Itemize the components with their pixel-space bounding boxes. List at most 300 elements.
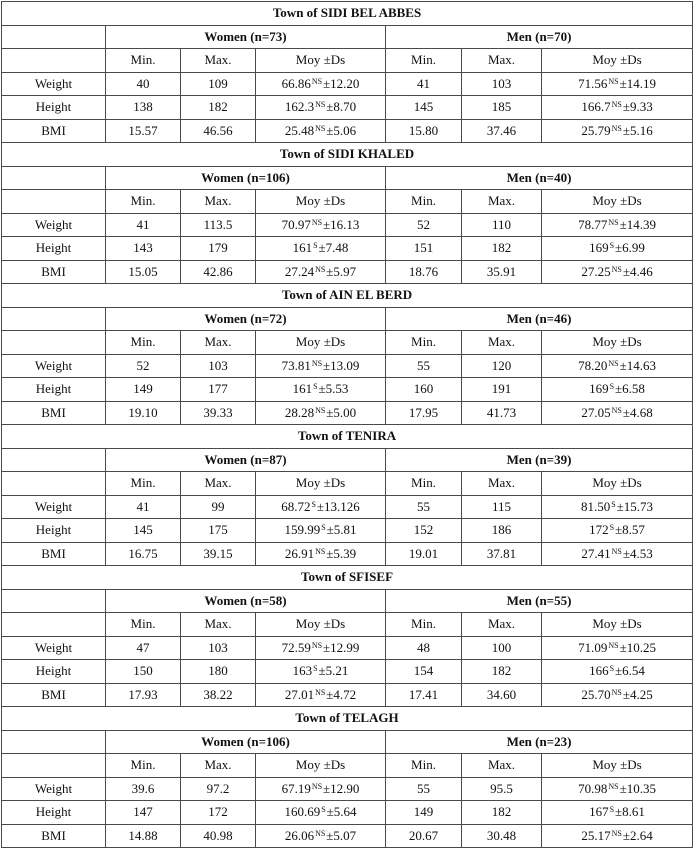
moy-header: Moy ±Ds	[542, 754, 693, 778]
empty-cell	[2, 730, 106, 754]
row-label: Weight	[2, 636, 106, 660]
women-max-cell: 113.5	[181, 213, 256, 237]
significance-marker: S	[313, 382, 318, 392]
men-max-cell: 30.48	[462, 824, 542, 848]
women-moy-cell	[256, 683, 386, 707]
women-min-cell: 52	[106, 354, 181, 378]
mean-value: 27.24	[284, 263, 315, 279]
mean-value: 71.56	[578, 75, 608, 91]
women-moy-cell	[256, 495, 386, 519]
women-max-cell: 39.15	[181, 542, 256, 566]
moy-header: Moy ±Ds	[256, 49, 386, 73]
moy-header: Moy ±Ds	[542, 472, 693, 496]
women-moy-cell	[256, 777, 386, 801]
men-moy-cell	[542, 401, 693, 425]
row-label: Weight	[2, 213, 106, 237]
men-min-cell: 18.76	[386, 260, 462, 284]
moy-header: Moy ±Ds	[542, 613, 693, 637]
mean-value: 27.01	[284, 686, 315, 702]
max-header: Max.	[462, 754, 542, 778]
min-header: Min.	[106, 613, 181, 637]
empty-cell	[2, 190, 106, 214]
min-header: Min.	[386, 613, 462, 637]
significance-marker: NS	[608, 217, 619, 227]
women-min-cell: 149	[106, 378, 181, 402]
group-header-row	[2, 307, 693, 331]
significance-marker: S	[321, 805, 326, 815]
row-label: Height	[2, 519, 106, 543]
women-moy-cell	[256, 519, 386, 543]
significance-marker: NS	[311, 781, 323, 791]
sd-value: ±7.48	[318, 240, 349, 256]
men-group-header: Men (n=40)	[386, 166, 693, 190]
sd-value: ±13.126	[316, 498, 360, 514]
max-header: Max.	[181, 331, 256, 355]
women-min-cell: 17.93	[106, 683, 181, 707]
sd-value: ±6.99	[615, 240, 645, 256]
moy-header: Moy ±Ds	[542, 190, 693, 214]
women-moy-cell	[256, 96, 386, 120]
sd-value: ±5.00	[326, 404, 357, 420]
significance-marker: NS	[611, 687, 622, 697]
significance-marker: NS	[315, 100, 326, 110]
column-header-row	[2, 472, 693, 496]
town-title: Town of SIDI BEL ABBES	[2, 2, 693, 26]
significance-marker: S	[313, 241, 318, 251]
sd-value: ±4.46	[622, 263, 653, 279]
women-group-header: Women (n=87)	[106, 448, 386, 472]
sd-value: ±5.64	[326, 804, 357, 820]
men-max-cell: 191	[462, 378, 542, 402]
significance-marker: NS	[315, 828, 326, 838]
significance-marker: NS	[315, 264, 326, 274]
table-row	[2, 378, 693, 402]
mean-value: 172	[589, 522, 609, 538]
max-header: Max.	[462, 472, 542, 496]
men-min-cell: 149	[386, 801, 462, 825]
town-title: Town of TENIRA	[2, 425, 693, 449]
mean-value: 167	[589, 804, 609, 820]
significance-marker: S	[609, 382, 615, 392]
sd-value: ±12.20	[323, 75, 360, 91]
group-header-row	[2, 730, 693, 754]
min-header: Min.	[386, 331, 462, 355]
men-min-cell: 19.01	[386, 542, 462, 566]
moy-header: Moy ±Ds	[256, 613, 386, 637]
moy-header: Moy ±Ds	[256, 190, 386, 214]
women-min-cell: 41	[106, 213, 181, 237]
row-label: Height	[2, 96, 106, 120]
men-max-cell: 120	[462, 354, 542, 378]
significance-marker: S	[311, 499, 316, 509]
sd-value: ±5.06	[326, 122, 357, 138]
women-moy-cell	[256, 260, 386, 284]
moy-header: Moy ±Ds	[542, 49, 693, 73]
significance-marker: NS	[608, 781, 619, 791]
max-header: Max.	[462, 613, 542, 637]
men-min-cell: 145	[386, 96, 462, 120]
men-min-cell: 55	[386, 354, 462, 378]
men-min-cell: 55	[386, 777, 462, 801]
row-label: BMI	[2, 119, 106, 143]
sd-value: ±9.33	[622, 99, 653, 115]
mean-value: 26.06	[284, 827, 315, 843]
row-label: BMI	[2, 683, 106, 707]
mean-value: 78.20	[578, 357, 608, 373]
sd-value: ±2.64	[622, 827, 653, 843]
town-title-row	[2, 143, 693, 167]
anthropometric-table	[1, 1, 693, 848]
women-moy-cell	[256, 378, 386, 402]
significance-marker: NS	[611, 123, 622, 133]
women-moy-cell	[256, 213, 386, 237]
women-max-cell: 179	[181, 237, 256, 261]
max-header: Max.	[181, 472, 256, 496]
men-max-cell: 185	[462, 96, 542, 120]
mean-value: 169	[589, 240, 609, 256]
men-moy-cell	[542, 636, 693, 660]
significance-marker: S	[321, 523, 326, 533]
women-group-header: Women (n=106)	[106, 166, 386, 190]
men-max-cell: 115	[462, 495, 542, 519]
mean-value: 162.3	[284, 99, 315, 115]
row-label: Height	[2, 660, 106, 684]
sd-value: ±8.70	[326, 99, 357, 115]
sd-value: ±5.16	[622, 122, 653, 138]
men-max-cell: 37.81	[462, 542, 542, 566]
men-min-cell: 160	[386, 378, 462, 402]
men-moy-cell	[542, 260, 693, 284]
significance-marker: NS	[608, 640, 619, 650]
women-min-cell: 15.05	[106, 260, 181, 284]
mean-value: 78.77	[578, 216, 608, 232]
sd-value: ±16.13	[323, 216, 360, 232]
women-min-cell: 41	[106, 495, 181, 519]
sd-value: ±15.73	[616, 498, 654, 514]
men-min-cell: 154	[386, 660, 462, 684]
mean-value: 161	[292, 381, 313, 397]
mean-value: 71.09	[578, 639, 608, 655]
men-max-cell: 34.60	[462, 683, 542, 707]
mean-value: 163	[292, 663, 313, 679]
table-row	[2, 213, 693, 237]
sd-value: ±12.99	[323, 639, 360, 655]
mean-value: 166.7	[581, 99, 611, 115]
women-group-header: Women (n=106)	[106, 730, 386, 754]
significance-marker: NS	[315, 123, 326, 133]
significance-marker: S	[609, 523, 615, 533]
men-group-header: Men (n=46)	[386, 307, 693, 331]
men-min-cell: 17.95	[386, 401, 462, 425]
significance-marker: S	[313, 664, 318, 674]
men-min-cell: 17.41	[386, 683, 462, 707]
women-min-cell: 16.75	[106, 542, 181, 566]
sd-value: ±5.53	[318, 381, 349, 397]
men-min-cell: 48	[386, 636, 462, 660]
mean-value: 161	[292, 240, 313, 256]
women-moy-cell	[256, 636, 386, 660]
sd-value: ±8.61	[615, 804, 645, 820]
town-title-row	[2, 425, 693, 449]
mean-value: 72.59	[281, 639, 311, 655]
women-min-cell: 145	[106, 519, 181, 543]
min-header: Min.	[386, 472, 462, 496]
men-group-header: Men (n=55)	[386, 589, 693, 613]
town-title: Town of TELAGH	[2, 707, 693, 731]
table-row	[2, 660, 693, 684]
men-moy-cell	[542, 777, 693, 801]
column-header-row	[2, 754, 693, 778]
town-title-row	[2, 707, 693, 731]
significance-marker: NS	[315, 405, 326, 415]
max-header: Max.	[462, 190, 542, 214]
table-row	[2, 519, 693, 543]
min-header: Min.	[106, 190, 181, 214]
max-header: Max.	[462, 331, 542, 355]
men-moy-cell	[542, 519, 693, 543]
empty-cell	[2, 331, 106, 355]
men-moy-cell	[542, 660, 693, 684]
empty-cell	[2, 307, 106, 331]
sd-value: ±4.68	[622, 404, 653, 420]
empty-cell	[2, 25, 106, 49]
women-min-cell: 39.6	[106, 777, 181, 801]
table-row	[2, 260, 693, 284]
mean-value: 25.48	[284, 122, 315, 138]
men-moy-cell	[542, 213, 693, 237]
column-header-row	[2, 190, 693, 214]
men-moy-cell	[542, 72, 693, 96]
women-min-cell: 150	[106, 660, 181, 684]
mean-value: 81.50	[580, 498, 611, 514]
row-label: Weight	[2, 777, 106, 801]
mean-value: 159.99	[284, 522, 321, 538]
sd-value: ±6.58	[615, 381, 645, 397]
sd-value: ±5.07	[326, 827, 357, 843]
women-max-cell: 103	[181, 636, 256, 660]
women-moy-cell	[256, 72, 386, 96]
significance-marker: NS	[315, 687, 326, 697]
table-row	[2, 96, 693, 120]
moy-header: Moy ±Ds	[542, 331, 693, 355]
men-min-cell: 55	[386, 495, 462, 519]
max-header: Max.	[181, 190, 256, 214]
significance-marker: NS	[315, 546, 326, 556]
men-moy-cell	[542, 801, 693, 825]
men-moy-cell	[542, 378, 693, 402]
town-title: Town of SFISEF	[2, 566, 693, 590]
women-moy-cell	[256, 660, 386, 684]
sd-value: ±6.54	[615, 663, 645, 679]
women-moy-cell	[256, 237, 386, 261]
min-header: Min.	[386, 49, 462, 73]
women-min-cell: 14.88	[106, 824, 181, 848]
min-header: Min.	[386, 754, 462, 778]
mean-value: 66.86	[281, 75, 311, 91]
table-row	[2, 237, 693, 261]
table-row	[2, 636, 693, 660]
max-header: Max.	[181, 613, 256, 637]
town-title-row	[2, 284, 693, 308]
men-moy-cell	[542, 237, 693, 261]
mean-value: 25.70	[581, 686, 611, 702]
men-moy-cell	[542, 824, 693, 848]
min-header: Min.	[386, 190, 462, 214]
table-row	[2, 401, 693, 425]
sd-value: ±8.57	[615, 522, 645, 538]
women-min-cell: 19.10	[106, 401, 181, 425]
row-label: Height	[2, 378, 106, 402]
women-max-cell: 42.86	[181, 260, 256, 284]
women-max-cell: 46.56	[181, 119, 256, 143]
women-min-cell: 47	[106, 636, 181, 660]
sd-value: ±13.09	[323, 357, 360, 373]
moy-header: Moy ±Ds	[256, 331, 386, 355]
women-max-cell: 99	[181, 495, 256, 519]
significance-marker: NS	[608, 76, 619, 86]
sd-value: ±5.21	[318, 663, 349, 679]
town-title-row	[2, 566, 693, 590]
women-moy-cell	[256, 542, 386, 566]
men-moy-cell	[542, 96, 693, 120]
moy-header: Moy ±Ds	[256, 472, 386, 496]
empty-cell	[2, 166, 106, 190]
women-max-cell: 172	[181, 801, 256, 825]
group-header-row	[2, 448, 693, 472]
empty-cell	[2, 754, 106, 778]
men-max-cell: 41.73	[462, 401, 542, 425]
significance-marker: S	[609, 805, 615, 815]
women-max-cell: 177	[181, 378, 256, 402]
men-min-cell: 20.67	[386, 824, 462, 848]
significance-marker: NS	[311, 76, 323, 86]
table-row	[2, 801, 693, 825]
row-label: Weight	[2, 354, 106, 378]
table-row	[2, 824, 693, 848]
men-group-header: Men (n=39)	[386, 448, 693, 472]
men-min-cell: 15.80	[386, 119, 462, 143]
table-row	[2, 495, 693, 519]
row-label: BMI	[2, 401, 106, 425]
sd-value: ±5.97	[326, 263, 357, 279]
empty-cell	[2, 613, 106, 637]
men-max-cell: 37.46	[462, 119, 542, 143]
men-moy-cell	[542, 495, 693, 519]
row-label: Height	[2, 237, 106, 261]
women-min-cell: 40	[106, 72, 181, 96]
significance-marker: NS	[611, 546, 622, 556]
men-max-cell: 103	[462, 72, 542, 96]
women-max-cell: 175	[181, 519, 256, 543]
mean-value: 166	[589, 663, 609, 679]
sd-value: ±12.90	[323, 780, 360, 796]
table-row	[2, 683, 693, 707]
mean-value: 25.79	[581, 122, 611, 138]
max-header: Max.	[181, 49, 256, 73]
men-max-cell: 110	[462, 213, 542, 237]
significance-marker: NS	[611, 405, 622, 415]
men-max-cell: 182	[462, 237, 542, 261]
women-max-cell: 103	[181, 354, 256, 378]
significance-marker: NS	[311, 217, 323, 227]
mean-value: 68.72	[281, 498, 311, 514]
table-row	[2, 354, 693, 378]
women-min-cell: 143	[106, 237, 181, 261]
men-max-cell: 95.5	[462, 777, 542, 801]
mean-value: 67.19	[281, 780, 311, 796]
men-max-cell: 186	[462, 519, 542, 543]
min-header: Min.	[106, 331, 181, 355]
women-max-cell: 40.98	[181, 824, 256, 848]
men-moy-cell	[542, 683, 693, 707]
max-header: Max.	[181, 754, 256, 778]
mean-value: 27.41	[581, 545, 611, 561]
men-min-cell: 41	[386, 72, 462, 96]
women-max-cell: 97.2	[181, 777, 256, 801]
group-header-row	[2, 166, 693, 190]
women-max-cell: 180	[181, 660, 256, 684]
min-header: Min.	[106, 472, 181, 496]
mean-value: 27.05	[581, 404, 611, 420]
men-moy-cell	[542, 542, 693, 566]
mean-value: 169	[589, 381, 609, 397]
empty-cell	[2, 448, 106, 472]
men-max-cell: 35.91	[462, 260, 542, 284]
men-moy-cell	[542, 354, 693, 378]
men-min-cell: 151	[386, 237, 462, 261]
women-max-cell: 182	[181, 96, 256, 120]
town-title: Town of SIDI KHALED	[2, 143, 693, 167]
table-row	[2, 72, 693, 96]
mean-value: 73.81	[281, 357, 311, 373]
sd-value: ±14.63	[619, 357, 656, 373]
women-moy-cell	[256, 801, 386, 825]
moy-header: Moy ±Ds	[256, 754, 386, 778]
women-max-cell: 109	[181, 72, 256, 96]
men-group-header: Men (n=23)	[386, 730, 693, 754]
men-group-header: Men (n=70)	[386, 25, 693, 49]
significance-marker: NS	[311, 640, 323, 650]
women-max-cell: 38.22	[181, 683, 256, 707]
mean-value: 25.17	[581, 827, 611, 843]
significance-marker: NS	[611, 100, 622, 110]
women-group-header: Women (n=73)	[106, 25, 386, 49]
row-label: Weight	[2, 495, 106, 519]
table-row	[2, 542, 693, 566]
empty-cell	[2, 589, 106, 613]
men-min-cell: 52	[386, 213, 462, 237]
men-min-cell: 152	[386, 519, 462, 543]
table-row	[2, 777, 693, 801]
min-header: Min.	[106, 49, 181, 73]
sd-value: ±4.72	[326, 686, 357, 702]
significance-marker: NS	[311, 358, 323, 368]
women-min-cell: 138	[106, 96, 181, 120]
row-label: Weight	[2, 72, 106, 96]
men-moy-cell	[542, 119, 693, 143]
women-group-header: Women (n=58)	[106, 589, 386, 613]
row-label: Height	[2, 801, 106, 825]
men-max-cell: 182	[462, 801, 542, 825]
women-moy-cell	[256, 119, 386, 143]
group-header-row	[2, 589, 693, 613]
significance-marker: S	[609, 664, 615, 674]
significance-marker: NS	[611, 264, 622, 274]
row-label: BMI	[2, 542, 106, 566]
town-title: Town of AIN EL BERD	[2, 284, 693, 308]
table-row	[2, 119, 693, 143]
group-header-row	[2, 25, 693, 49]
